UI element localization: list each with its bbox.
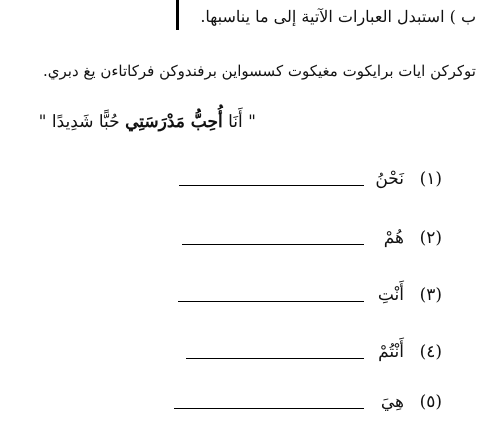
exercise-item — [182, 223, 442, 251]
exercise-item — [186, 337, 442, 365]
example-open-quote: " — [248, 112, 256, 132]
section-heading: ب ) استبدل العبارات الآتية إلى ما يناسبها. — [200, 7, 476, 26]
item-number: (٥) — [419, 392, 442, 412]
item-pronoun: أَنْتُمْ — [378, 342, 404, 362]
item-number: (٤) — [419, 342, 442, 362]
item-pronoun: أَنْتِ — [377, 285, 404, 305]
item-number: (٣) — [419, 285, 442, 305]
exercise-item — [174, 387, 442, 415]
instruction-text: توكركن ايات برايكوت مغيكوت كسسواين برفندوكن فركاتاءن يغ دبري. — [43, 62, 476, 80]
example-sentence — [39, 107, 256, 137]
answer-blank[interactable] — [174, 408, 364, 409]
text-cursor-mark — [176, 0, 179, 30]
example-rest: حُبًّا شَدِيدًا — [51, 112, 120, 132]
example-highlight: أُحِبُّ مَدْرَسَتِي — [125, 112, 223, 132]
exercise-item — [178, 280, 442, 308]
exercise-item — [179, 164, 442, 192]
answer-blank[interactable] — [182, 244, 364, 245]
example-subject: أَنَا — [228, 112, 243, 132]
answer-blank[interactable] — [186, 358, 364, 359]
example-close-quote: " — [38, 112, 47, 132]
answer-blank[interactable] — [179, 185, 364, 186]
item-number: (٢) — [419, 228, 442, 248]
item-pronoun: هُمْ — [383, 228, 404, 248]
item-pronoun: نَحْنُ — [375, 169, 404, 189]
item-pronoun: هِيَ — [380, 392, 404, 412]
item-number: (١) — [419, 169, 442, 189]
answer-blank[interactable] — [178, 301, 364, 302]
